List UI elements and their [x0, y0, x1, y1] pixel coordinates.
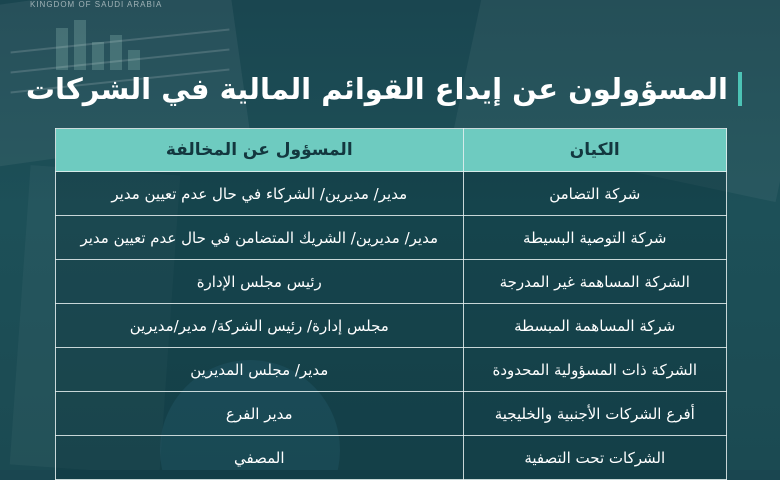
column-header-responsible: المسؤول عن المخالفة — [56, 129, 464, 172]
responsible-cell: مدير/ مديرين/ الشركاء في حال عدم تعيين مدير — [56, 172, 464, 216]
entity-cell: الشركة ذات المسؤولية المحدودة — [463, 348, 727, 392]
entity-cell: شركة التضامن — [463, 172, 727, 216]
responsible-cell: رئيس مجلس الإدارة — [56, 260, 464, 304]
responsible-cell: المصفي — [56, 436, 464, 480]
entity-cell: الشركة المساهمة غير المدرجة — [463, 260, 727, 304]
table-row — [56, 392, 727, 436]
table-row — [56, 216, 727, 260]
responsible-cell: مدير الفرع — [56, 392, 464, 436]
responsible-cell: مدير/ مجلس المديرين — [56, 348, 464, 392]
table-row — [56, 348, 727, 392]
table-row — [56, 304, 727, 348]
entity-cell: أفرع الشركات الأجنبية والخليجية — [463, 392, 727, 436]
title-block — [26, 72, 742, 106]
responsibility-table — [55, 128, 727, 480]
responsible-cell: مدير/ مديرين/ الشريك المتضامن في حال عدم تعيين مدير — [56, 216, 464, 260]
table-row — [56, 172, 727, 216]
entity-cell: شركة المساهمة المبسطة — [463, 304, 727, 348]
responsible-cell: مجلس إدارة/ رئيس الشركة/ مدير/مديرين — [56, 304, 464, 348]
page-title: المسؤولون عن إيداع القوائم المالية في الشركات — [25, 72, 728, 106]
table-header-row — [56, 129, 727, 172]
entity-cell: الشركات تحت التصفية — [463, 436, 727, 480]
entity-cell: شركة التوصية البسيطة — [463, 216, 727, 260]
title-accent-bar — [738, 72, 742, 106]
org-label: KINGDOM OF SAUDI ARABIA — [30, 0, 163, 9]
column-header-entity: الكيان — [463, 129, 727, 172]
table-row — [56, 260, 727, 304]
table-row — [56, 436, 727, 480]
